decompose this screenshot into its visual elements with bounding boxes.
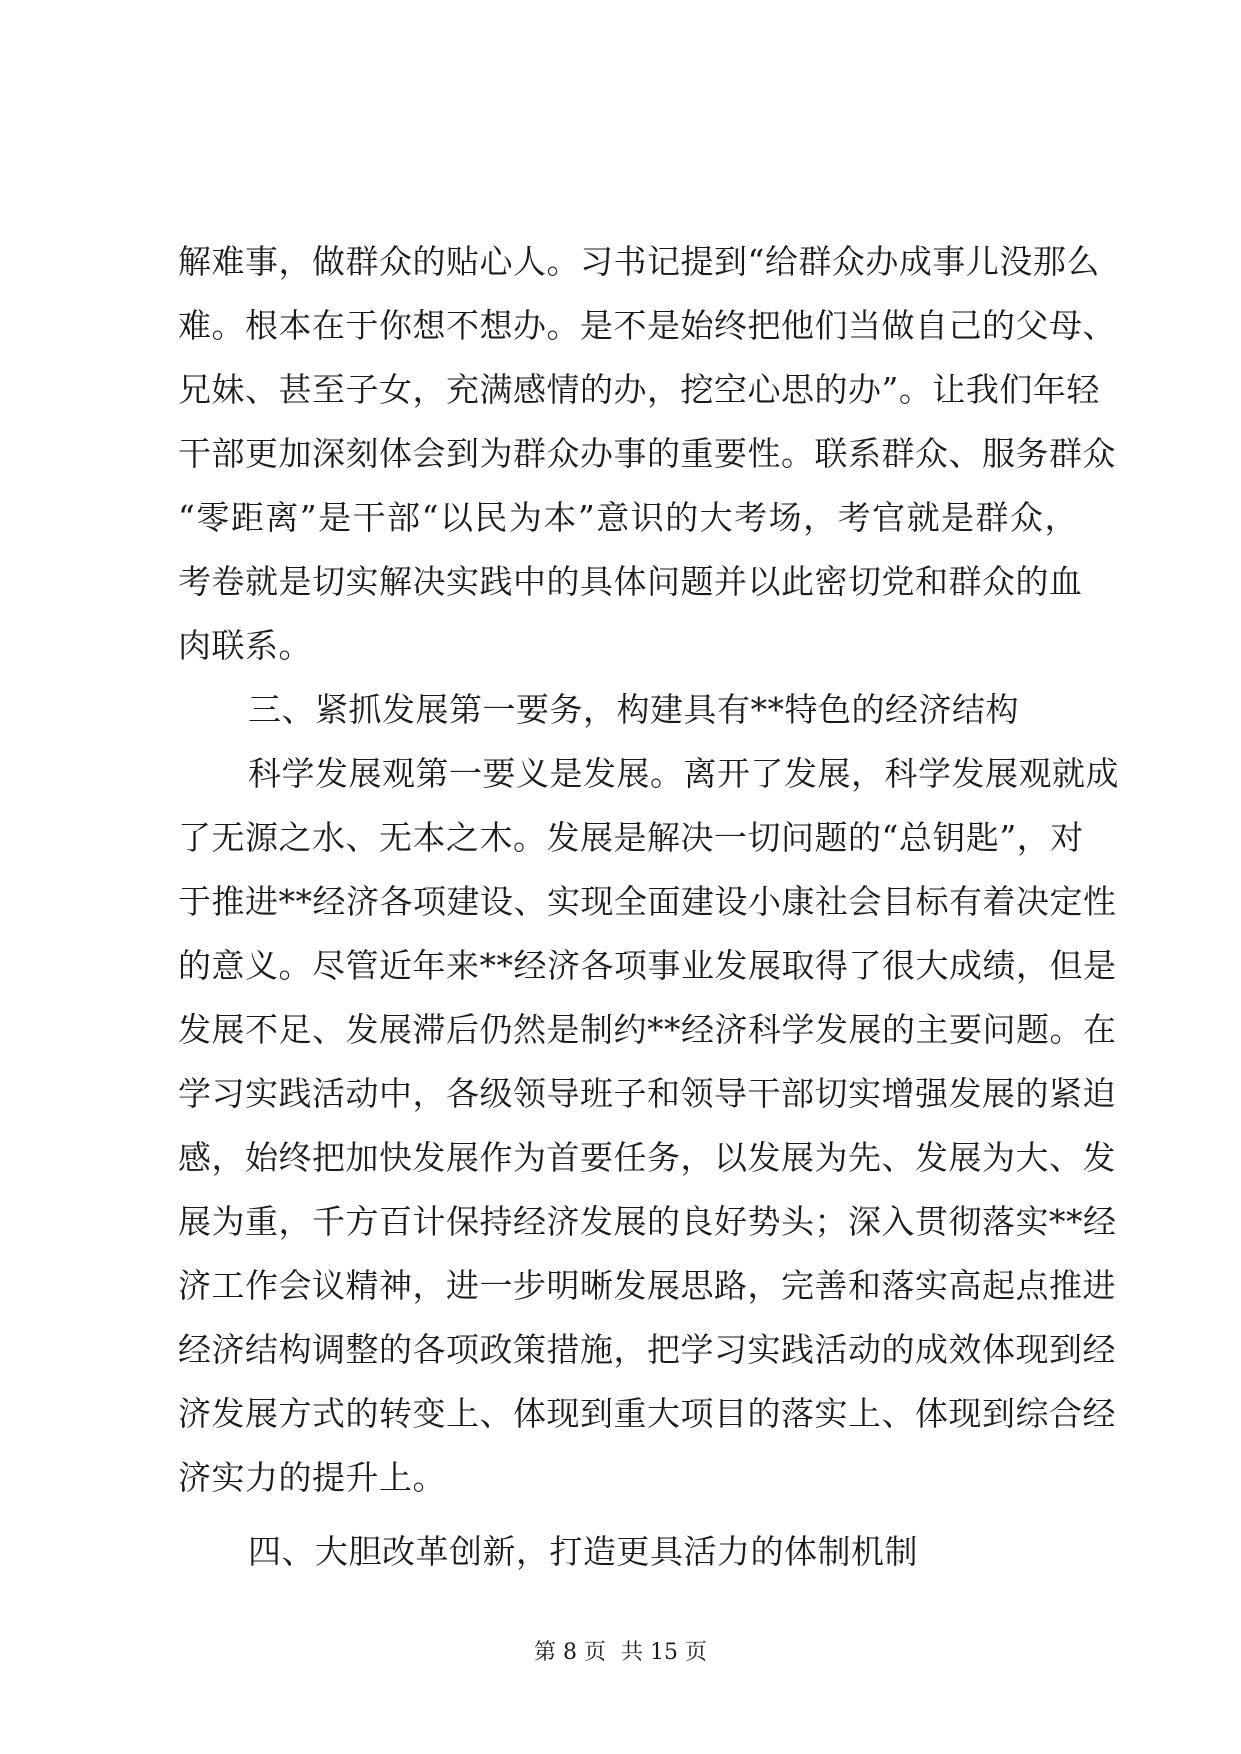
document-body xyxy=(178,230,1119,1584)
text-line: 济实力的提升上。 xyxy=(178,1458,446,1497)
page-footer xyxy=(0,1635,1241,1666)
text-line: 展为重，千方百计保持经济发展的良好势头；深入贯彻落实**经 xyxy=(178,1202,1117,1241)
text-line: 兄妹、甚至子女，充满感情的办，挖空心思的办”。让我们年轻 xyxy=(178,370,1100,409)
text-line: 了无源之水、无本之木。发展是解决一切问题的“总钥匙”，对 xyxy=(178,818,1084,857)
text-line: 学习实践活动中，各级领导班子和领导干部切实增强发展的紧迫 xyxy=(178,1074,1116,1113)
text-line: 解难事，做群众的贴心人。习书记提到“给群众办成事儿没那么 xyxy=(178,242,1100,281)
text-line: 考卷就是切实解决实践中的具体问题并以此密切党和群众的血 xyxy=(178,562,1083,601)
text-line: 经济结构调整的各项政策措施，把学习实践活动的成效体现到经 xyxy=(178,1330,1116,1369)
section-heading-3: 三、紧抓发展第一要务，构建具有**特色的经济结构 xyxy=(248,690,1019,729)
text-line: “零距离”是干部“以民为本”意识的大考场，考官就是群众， xyxy=(178,498,1078,537)
text-line: 发展不足、发展滞后仍然是制约**经济科学发展的主要问题。在 xyxy=(178,1010,1117,1049)
text-line: 科学发展观第一要义是发展。离开了发展，科学发展观就成 xyxy=(248,754,1119,793)
section-heading-4: 四、大胆改革创新，打造更具活力的体制机制 xyxy=(248,1532,918,1571)
text-line: 济发展方式的转变上、体现到重大项目的落实上、体现到综合经 xyxy=(178,1394,1116,1433)
text-line: 难。根本在于你想不想办。是不是始终把他们当做自己的父母、 xyxy=(178,306,1116,345)
text-line: 肉联系。 xyxy=(178,626,312,665)
text-line: 的意义。尽管近年来**经济各项事业发展取得了很大成绩，但是 xyxy=(178,946,1117,985)
page-total: 共 15 页 xyxy=(621,1640,707,1665)
text-line: 于推进**经济各项建设、实现全面建设小康社会目标有着决定性 xyxy=(178,882,1117,921)
text-line: 感，始终把加快发展作为首要任务，以发展为先、发展为大、发 xyxy=(178,1138,1116,1177)
text-line: 干部更加深刻体会到为群众办事的重要性。联系群众、服务群众 xyxy=(178,434,1116,473)
text-line: 济工作会议精神，进一步明晰发展思路，完善和落实高起点推进 xyxy=(178,1266,1116,1305)
page-number: 第 8 页 xyxy=(534,1640,606,1665)
